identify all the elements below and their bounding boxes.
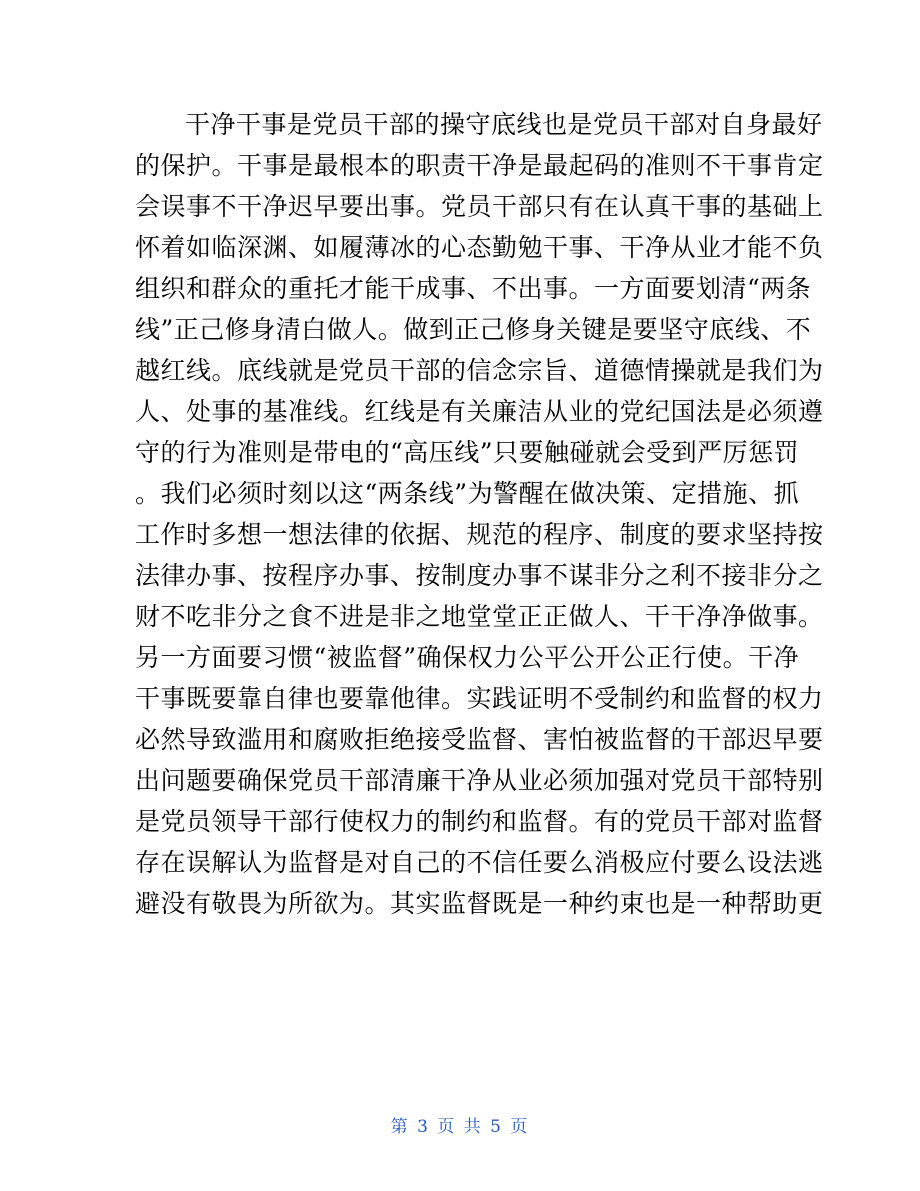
text-line: 干净干事是党员干部的操守底线也是党员干部对自身最好 [185,110,823,139]
text-line: 干事既要靠自律也要靠他律。实践证明不受制约和监督的权力 [135,684,824,713]
text-line: 出问题要确保党员干部清廉干净从业必须加强对党员干部特别 [135,766,824,795]
text-line: 存在误解认为监督是对自己的不信任要么消极应付要么设法逃 [135,848,824,877]
text-line: 会误事不干净迟早要出事。党员干部只有在认真干事的基础上 [135,192,824,221]
text-line: 组织和群众的重托才能干成事、不出事。一方面要划清“两条 [135,274,812,303]
page-number-footer: 第 3 页 共 5 页 [390,1117,530,1137]
text-line: 法律办事、按程序办事、按制度办事不谋非分之利不接非分之 [135,561,824,590]
text-line: 怀着如临深渊、如履薄冰的心态勤勉干事、干净从业才能不负 [135,233,824,262]
text-line: 越红线。底线就是党员干部的信念宗旨、道德情操就是我们为 [135,356,824,385]
text-line: 避没有敬畏为所欲为。其实监督既是一种约束也是一种帮助更 [135,889,824,918]
text-line: 另一方面要习惯“被监督”确保权力公平公开公正行使。干净 [135,643,800,672]
text-line: 。我们必须时刻以这“两条线”为警醒在做决策、定措施、抓 [135,479,800,508]
text-line: 的保护。干事是最根本的职责干净是最起码的准则不干事肯定 [135,151,824,180]
text-line: 工作时多想一想法律的依据、规范的程序、制度的要求坚持按 [135,520,824,549]
text-line: 必然导致滥用和腐败拒绝接受监督、害怕被监督的干部迟早要 [135,725,824,754]
text-line: 守的行为准则是带电的“高压线”只要触碰就会受到严厉惩罚 [135,438,800,467]
text-line: 人、处事的基准线。红线是有关廉洁从业的党纪国法是必须遵 [135,397,824,426]
text-line: 线”正己修身清白做人。做到正己修身关键是要坚守底线、不 [135,315,812,344]
body-text [135,104,824,924]
text-line: 是党员领导干部行使权力的制约和监督。有的党员干部对监督 [135,807,824,836]
text-line: 财不吃非分之食不进是非之地堂堂正正做人、干干净净做事。 [135,602,824,631]
